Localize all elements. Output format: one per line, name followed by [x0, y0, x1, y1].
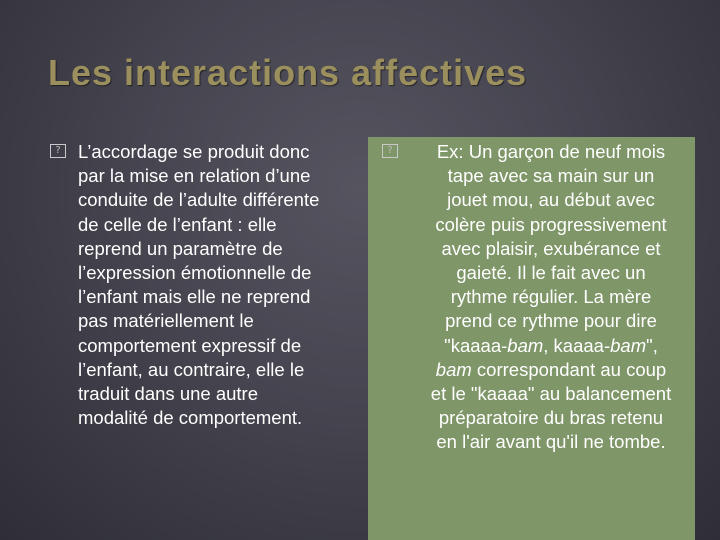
example-text-part-2: , kaaaa-: [543, 334, 611, 356]
bullet-icon: ?: [382, 144, 398, 158]
right-bullet-text: [410, 140, 692, 455]
example-bam-3: bam: [435, 358, 472, 380]
right-bullet-item: [382, 140, 692, 455]
example-text-part-1: Ex: Un garçon de neuf mois tape avec sa main sur un jouet mou, au début avec colère puis progressivement avec plaisir, exubérance et gaieté. Il le fait avec un rythme régulier. La mère prend ce rythme pour dire "kaaaa-: [435, 141, 667, 356]
bullet-icon: ?: [50, 144, 66, 158]
left-bullet-item: [50, 140, 362, 430]
example-text-part-3: ",: [646, 334, 658, 356]
left-bullet-text: L’accordage se produit donc par la mise en relation d’une conduite de l’adulte différente de celle de l’enfant : elle reprend un paramètre de l’expression émotionnelle de l’enfant mais elle ne reprend pas matériellement le comportement expressif de l’enfant, au contraire, elle le traduit dans une autre modalité de comportement.: [78, 141, 320, 429]
left-column: [50, 140, 362, 430]
example-text-part-4: correspondant au coup et le "kaaaa" au balancement préparatoire du bras retenu en l'air avant qu'il ne tombe.: [430, 358, 672, 453]
right-column: [382, 140, 692, 455]
example-bam-1: bam: [507, 334, 544, 356]
example-bam-2: bam: [610, 334, 647, 356]
slide-title: Les interactions affectives: [48, 52, 528, 93]
